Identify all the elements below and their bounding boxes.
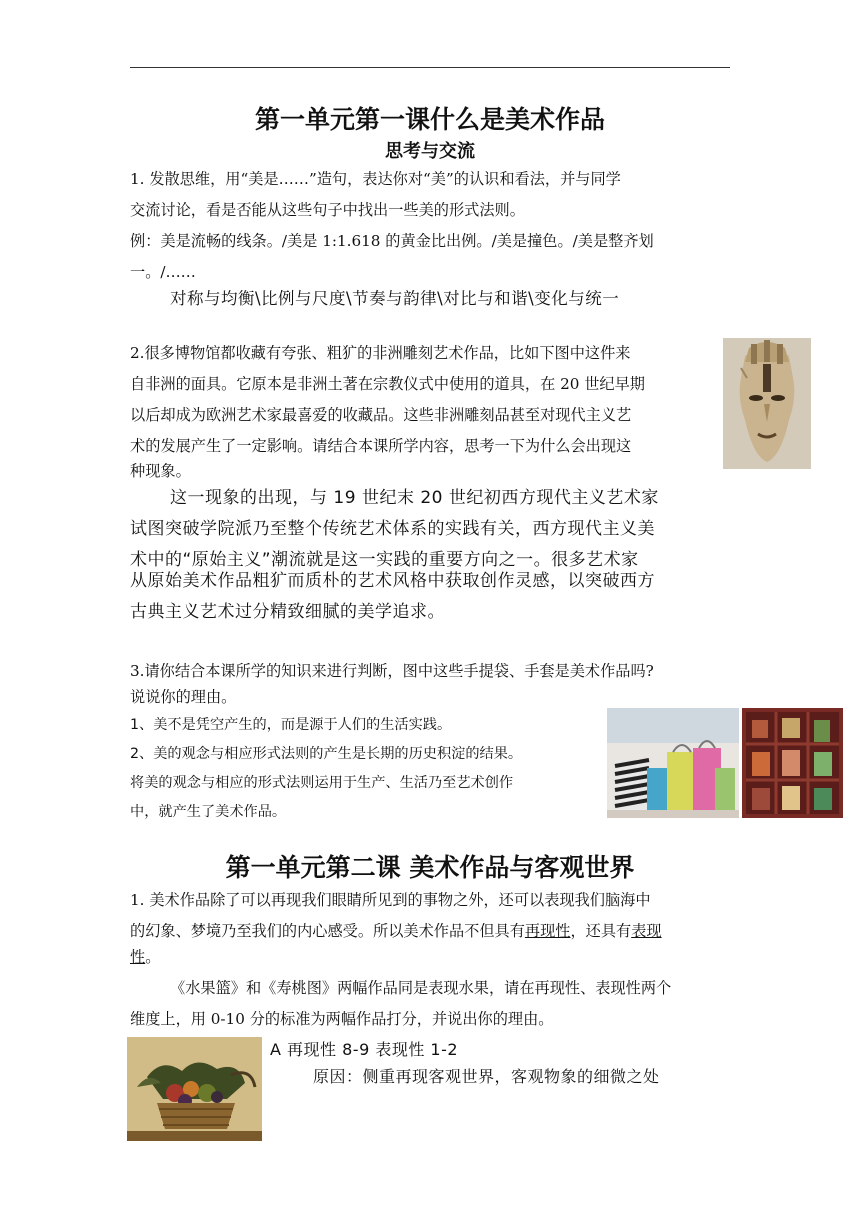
q3-answer-line-2: 2、美的观念与相应形式法则的产生是长期的历史积淀的结果。	[130, 746, 523, 762]
l2-q1-line3	[130, 942, 740, 973]
q3-line1: 3.请你结合本课所学的知识来进行判断，图中这些手提袋、手套是美术作品吗?	[130, 662, 654, 680]
q1-example-line1: 例：美是流畅的线条。/美是 1:1.618 的黄金比出例。/美是撞色。/美是整齐划	[130, 232, 654, 250]
l2-q1-line2-mid: ，还具有	[570, 922, 632, 940]
q3-answer-line-4: 中，就产生了美术作品。	[130, 804, 287, 820]
q1-line1: 1. 发散思维，用“美是……”造句，表达你对“美”的认识和看法，并与同学	[130, 170, 621, 188]
l2-q1-line3-post: 。	[145, 948, 161, 966]
l2-q2-line2: 维度上，用 0-10 分的标准为两幅作品打分，并说出你的理由。	[130, 1010, 554, 1028]
q2-line-2: 自非洲的面具。它原本是非洲土著在宗教仪式中使用的道具，在 20 世纪早期	[130, 375, 645, 393]
q2-line-3: 以后却成为欧洲艺术家最喜爱的收藏品。这些非洲雕刻品甚至对现代主义艺	[130, 406, 632, 424]
lesson1-subtitle: 思考与交流	[385, 141, 475, 162]
l2-term-expression-a: 表现	[631, 922, 662, 940]
q2-answer-line-3: 术中的“原始主义”潮流就是这一实践的重要方向之一。很多艺术家	[130, 550, 639, 570]
shopping-bags-image	[607, 708, 739, 818]
lesson2-title: 第一单元第二课 美术作品与客观世界	[225, 853, 635, 882]
fruit-basket-painting	[127, 1037, 262, 1141]
q3-answer-line-3: 将美的观念与相应的形式法则运用于生产、生活乃至艺术创作	[130, 775, 514, 791]
q2-line-5: 种现象。	[130, 462, 191, 480]
q3-answer-line-1: 1、美不是凭空产生的，而是源于人们的生活实践。	[130, 717, 452, 733]
gloves-display-photo	[742, 708, 843, 818]
l2-answer-a: A 再现性 8-9 表现性 1-2	[270, 1040, 459, 1059]
header-rule	[130, 67, 730, 68]
l2-q1-line2-pre: 的幻象、梦境乃至我们的内心感受。所以美术作品不但具有	[130, 922, 525, 940]
q1-example-line2: 一。/……	[130, 263, 196, 281]
lesson1-title: 第一单元第一课什么是美术作品	[254, 105, 605, 134]
q1-answer: 对称与均衡\比例与尺度\节奏与韵律\对比与和谐\变化与统一	[170, 289, 620, 308]
q2-answer-line-2: 试图突破学院派乃至整个传统艺术体系的实践有关，西方现代主义美	[130, 519, 655, 539]
african-mask-photo	[723, 338, 811, 469]
q3-line2: 说说你的理由。	[130, 688, 237, 706]
l2-answer-reason: 原因：侧重再现客观世界，客观物象的细微之处	[313, 1067, 660, 1086]
gloves-image	[742, 708, 843, 818]
q2-answer-line-5: 古典主义艺术过分精致细腻的美学追求。	[130, 602, 445, 622]
fruit-basket-image	[127, 1037, 262, 1141]
l2-q2-line1: 《水果篮》和《寿桃图》两幅作品同是表现水果，请在再现性、表现性两个	[170, 979, 672, 997]
q2-answer-line-1: 这一现象的出现，与 19 世纪末 20 世纪初西方现代主义艺术家	[170, 488, 659, 508]
african-mask-image	[723, 338, 811, 469]
shopping-bags-photo	[607, 708, 739, 818]
l2-term-reproduction: 再现性	[524, 922, 571, 940]
q2-line-1: 2.很多博物馆都收藏有夸张、粗犷的非洲雕刻艺术作品，比如下图中这件来	[130, 344, 631, 362]
q1-line2: 交流讨论，看是否能从这些句子中找出一些美的形式法则。	[130, 201, 525, 219]
l2-term-expression-b: 性	[130, 948, 146, 966]
q2-answer-line-4: 从原始美术作品粗犷而质朴的艺术风格中获取创作灵感，以突破西方	[130, 571, 655, 591]
q2-line-4: 术的发展产生了一定影响。请结合本课所学内容，思考一下为什么会出现这	[130, 437, 632, 455]
l2-q1-line1: 1. 美术作品除了可以再现我们眼睛所见到的事物之外，还可以表现我们脑海中	[130, 891, 651, 909]
